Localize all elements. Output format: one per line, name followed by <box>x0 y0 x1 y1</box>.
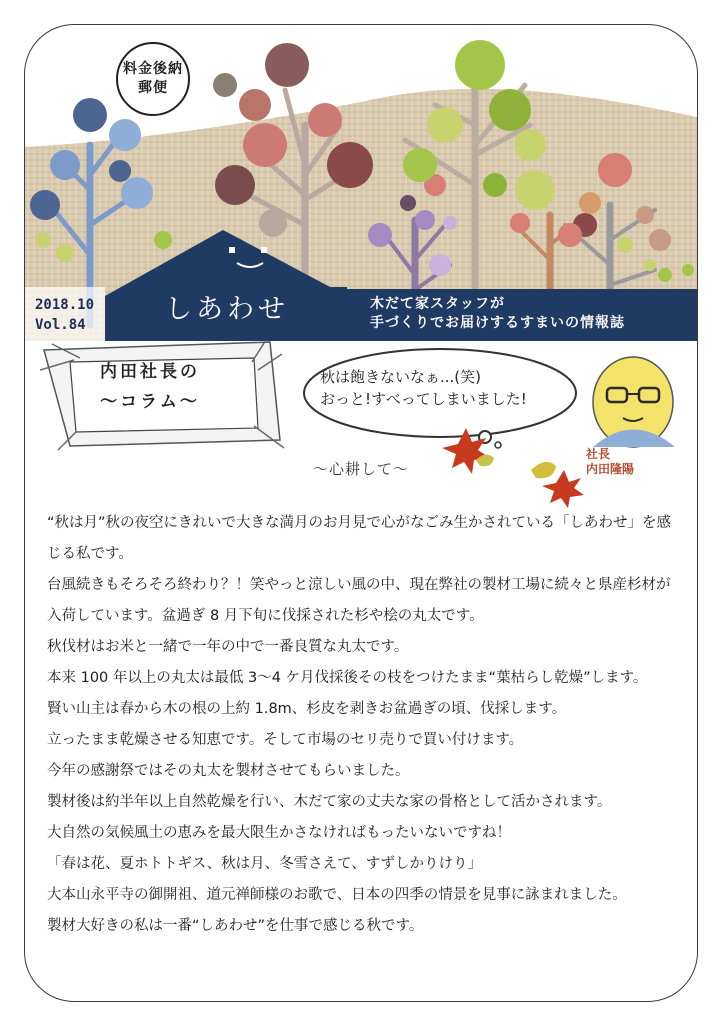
ginkgo-leaf-icon <box>531 462 556 478</box>
body-line: 製材後は約半年以上自然乾燥を行い、木だて家の丈夫な家の骨格として活かされます。 <box>47 794 612 810</box>
issue-volume: Vol.84 <box>35 317 86 333</box>
stamp-line-1: 料金後納 <box>123 61 183 77</box>
body-line: 製材大好きの私は一番“しあわせ”を仕事で感じる秋です。 <box>47 918 424 934</box>
bubble-line-2: おっと!すべってしまいました! <box>320 390 527 408</box>
body-line: 台風続きもそろそろ終わり？！笑やっと涼しい風の中、現在弊社の製材工場に続々と県産杉材が <box>47 577 671 593</box>
body-line: 大自然の気候風土の恵みを最大限生かさなければもったいないですね！ <box>47 825 511 841</box>
bubble-text <box>320 366 527 410</box>
maple-leaf-icon <box>442 428 490 474</box>
column-heading-line-2: 〜コラム〜 <box>100 392 200 412</box>
body-line: 立ったまま乾燥させる知恵です。そして市場のセリ売りで買い付けます。 <box>47 732 524 748</box>
body-line: 今年の感謝祭ではその丸太を製材させてもらいました。 <box>47 763 410 779</box>
body-line: 「春は花、夏ホトトギス、秋は月、冬雪さえて、すずしかりけり」 <box>47 856 482 872</box>
body-line: じる私です。 <box>47 546 133 562</box>
column-heading-line-1: 内田社長の <box>100 362 200 382</box>
ceo-label <box>586 447 634 477</box>
tagline <box>370 295 625 333</box>
newsletter-title: しあわせ <box>165 294 289 325</box>
body-line: 秋伐材はお米と一緒で一年の中で一番良質な丸太です。 <box>47 639 409 655</box>
postage-stamp <box>116 42 190 116</box>
body-line: “秋は月”秋の夜空にきれいで大きな満月のお月見で心がなごみ生かされている「しあわせ」を感 <box>47 515 672 531</box>
tagline-line-1: 木だて家スタッフが <box>370 296 505 312</box>
header-illustration <box>25 25 697 341</box>
issue-date: 2018.10 <box>35 297 95 313</box>
issue-info <box>35 295 94 335</box>
column-subtitle: 〜心耕して〜 <box>313 460 410 478</box>
body-line: 賢い山主は春から木の根の上約 1.8m、杉皮を剥きお盆過ぎの頃、伐採します。 <box>47 701 567 717</box>
body-line: 本来 100 年以上の丸太は最低 3〜4 ケ月伐採後その枝をつけたまま“葉枯らし乾燥”します。 <box>47 670 648 686</box>
ceo-role: 社長 <box>586 447 611 461</box>
column-heading <box>80 357 220 417</box>
column-body <box>47 508 687 942</box>
ceo-name: 内田隆陽 <box>586 462 635 476</box>
autumn-leaves <box>436 420 586 510</box>
bubble-line-1: 秋は飽きないなぁ...(笑) <box>320 368 482 386</box>
stamp-line-2: 郵便 <box>138 80 168 96</box>
body-line: 入荷しています。盆過ぎ 8 月下旬に伐採された杉や桧の丸太です。 <box>47 608 484 624</box>
body-line: 大本山永平寺の御開祖、道元禅師様のお歌で、日本の四季の情景を見事に詠まれました。 <box>47 887 627 903</box>
tagline-line-2: 手づくりでお届けするすまいの情報誌 <box>370 315 625 331</box>
ceo-portrait <box>583 352 689 452</box>
